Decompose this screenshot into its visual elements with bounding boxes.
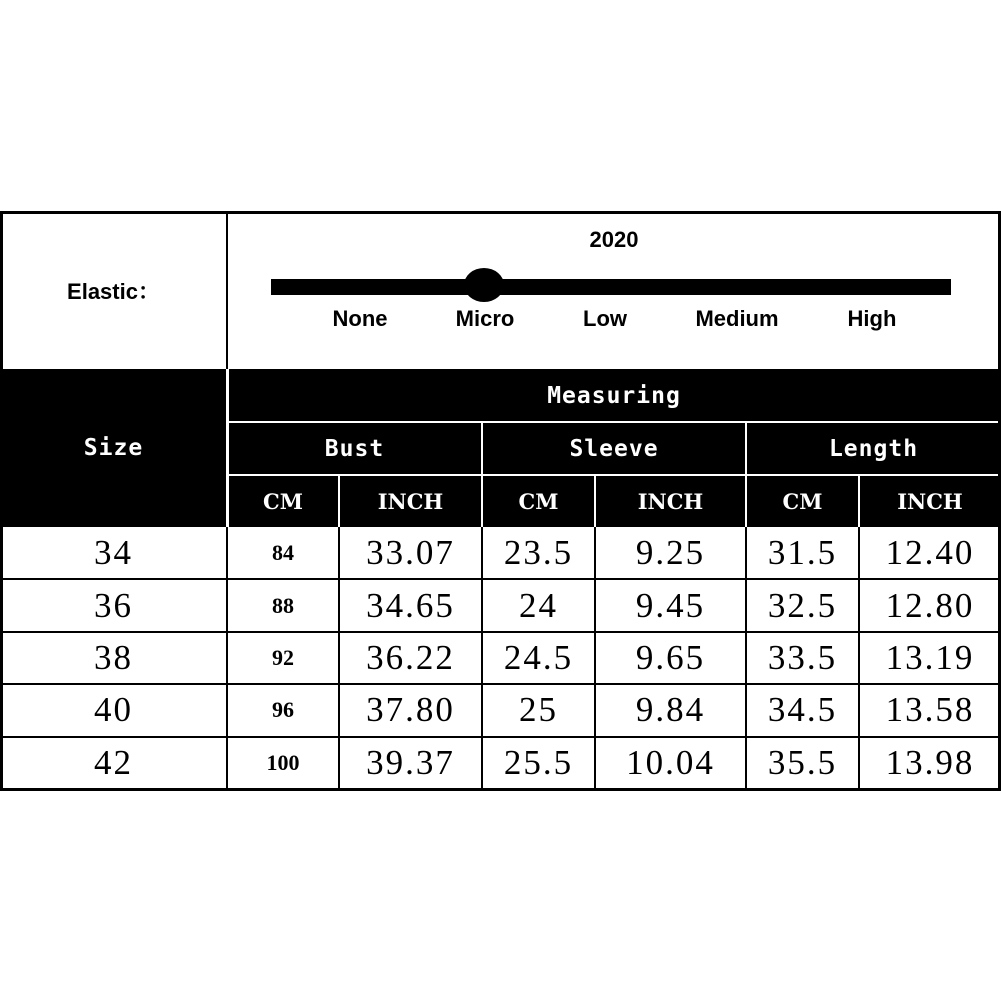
table-cell: 32.5 bbox=[767, 585, 838, 625]
bust-inch-header: INCH bbox=[377, 488, 444, 514]
table-cell: 34.5 bbox=[767, 690, 838, 730]
table-cell: 10.04 bbox=[626, 742, 715, 782]
elastic-label: Elastic： bbox=[67, 278, 160, 304]
size-cell: 38 bbox=[94, 637, 133, 677]
column-divider bbox=[745, 527, 747, 791]
elastic-level-none: None bbox=[332, 306, 388, 331]
elastic-level-high: High bbox=[847, 306, 897, 331]
border-left bbox=[0, 211, 3, 791]
table-cell: 39.37 bbox=[366, 742, 455, 782]
table-cell: 9.25 bbox=[635, 533, 706, 573]
elastic-divider bbox=[226, 211, 228, 369]
table-cell: 9.65 bbox=[635, 637, 706, 677]
table-cell: 25 bbox=[519, 690, 558, 730]
border-top bbox=[0, 211, 1001, 214]
header-divider-sleeve-units bbox=[594, 475, 596, 527]
table-cell: 13.58 bbox=[885, 690, 975, 730]
table-cell: 84 bbox=[272, 540, 294, 566]
elastic-scale-indicator bbox=[464, 268, 504, 302]
size-header: Size bbox=[83, 435, 144, 461]
table-cell: 100 bbox=[266, 749, 300, 775]
table-cell: 9.45 bbox=[635, 585, 706, 625]
table-cell: 24.5 bbox=[503, 637, 574, 677]
table-cell: 12.80 bbox=[885, 585, 975, 625]
column-divider bbox=[338, 527, 340, 791]
table-cell: 12.40 bbox=[885, 533, 975, 573]
length-inch-header: INCH bbox=[897, 488, 963, 514]
sleeve-cm-header: CM bbox=[518, 488, 559, 514]
bust-header: Bust bbox=[324, 435, 385, 462]
table-cell: 88 bbox=[272, 592, 294, 618]
size-cell: 42 bbox=[94, 742, 133, 782]
header-divider-groups bbox=[227, 474, 1001, 476]
elastic-level-medium: Medium bbox=[695, 306, 779, 331]
elastic-level-micro: Micro bbox=[455, 306, 515, 331]
table-cell: 36.22 bbox=[366, 637, 455, 677]
table-cell: 92 bbox=[272, 644, 294, 670]
bust-cm-header: CM bbox=[263, 488, 303, 514]
size-cell: 36 bbox=[94, 585, 133, 625]
table-cell: 24 bbox=[519, 585, 558, 625]
sleeve-inch-header: INCH bbox=[637, 488, 704, 514]
column-divider bbox=[481, 527, 483, 791]
elastic-level-low: Low bbox=[583, 306, 627, 331]
table-cell: 13.98 bbox=[885, 742, 975, 782]
table-cell: 31.5 bbox=[767, 533, 838, 573]
sleeve-header: Sleeve bbox=[569, 435, 659, 462]
elastic-year: 2020 bbox=[589, 227, 639, 252]
length-header: Length bbox=[828, 435, 919, 462]
row-divider bbox=[0, 578, 1001, 580]
table-cell: 37.80 bbox=[366, 690, 455, 730]
size-cell: 34 bbox=[94, 533, 133, 573]
header-divider-length-units bbox=[858, 475, 860, 527]
column-divider bbox=[594, 527, 596, 791]
table-cell: 9.84 bbox=[635, 690, 706, 730]
row-divider bbox=[0, 683, 1001, 685]
header-divider-size bbox=[226, 369, 229, 527]
length-cm-header: CM bbox=[782, 488, 823, 514]
table-cell: 33.07 bbox=[366, 533, 455, 573]
table-cell: 33.5 bbox=[767, 637, 838, 677]
table-cell: 35.5 bbox=[767, 742, 838, 782]
table-cell: 23.5 bbox=[503, 533, 574, 573]
table-cell: 25.5 bbox=[503, 742, 574, 782]
header-divider-bust-units bbox=[338, 475, 340, 527]
elastic-scale-bar bbox=[271, 279, 951, 295]
header-divider-measuring bbox=[227, 421, 1001, 423]
border-bottom bbox=[0, 788, 1001, 791]
column-divider bbox=[226, 527, 228, 791]
measuring-header: Measuring bbox=[547, 382, 681, 409]
column-divider bbox=[858, 527, 860, 791]
row-divider bbox=[0, 631, 1001, 633]
header-divider-sleeve bbox=[745, 422, 747, 527]
table-cell: 96 bbox=[272, 697, 294, 723]
table-cell: 13.19 bbox=[885, 637, 975, 677]
size-cell: 40 bbox=[94, 690, 133, 730]
table-cell: 34.65 bbox=[366, 585, 455, 625]
header-divider-bust bbox=[481, 422, 483, 527]
row-divider bbox=[0, 736, 1001, 738]
size-chart bbox=[0, 211, 1001, 791]
